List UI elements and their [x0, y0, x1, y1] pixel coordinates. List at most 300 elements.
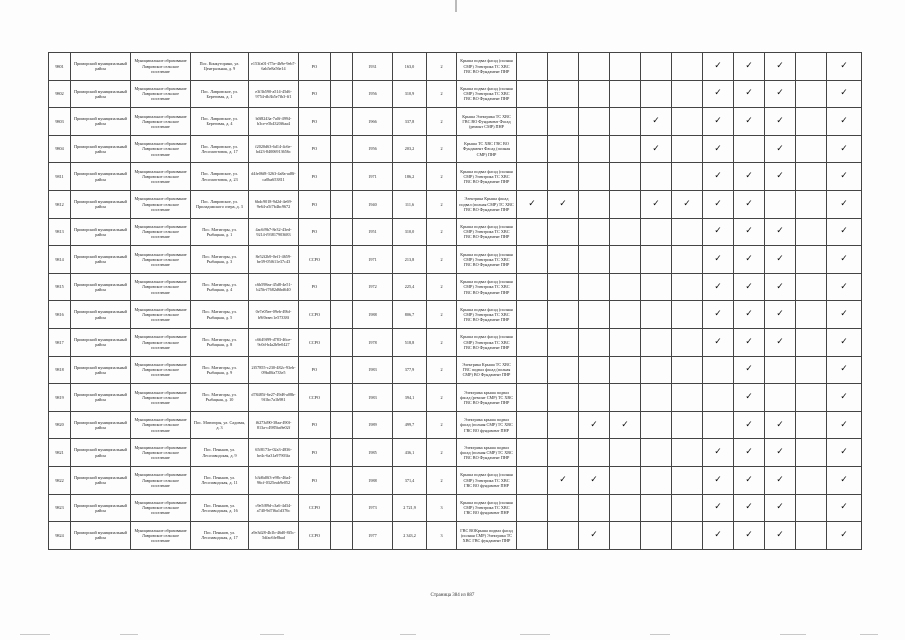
check-cell [796, 246, 827, 274]
municipality-cell: Муниципальное образование Лавровское сельское поселение [131, 135, 191, 163]
works-cell: Крыша подвал фасад (полная СМР) Электрика ТС ХВС ГВС ВО фундамент ПНР [457, 494, 517, 522]
check-cell [827, 411, 862, 439]
check-cell [827, 190, 862, 218]
year-cell: 1988 [353, 466, 393, 494]
scan-edge-mark [455, 0, 457, 12]
checkmark-icon: ✓ [714, 226, 722, 237]
fias-code-cell: 0e7e05ee-09eb-49bf-b9f0eaec1e57338f [249, 301, 299, 329]
type-cell: РО [299, 273, 331, 301]
check-cell [796, 328, 827, 356]
checkmark-icon: ✓ [745, 474, 753, 485]
check-cell [641, 384, 672, 412]
checkmark-icon: ✓ [840, 253, 848, 264]
checkmark-icon: ✓ [714, 198, 722, 209]
type-cell: РО [299, 466, 331, 494]
address-cell: Пос. Лавровское, ул. Береговая, д. 1 [191, 80, 249, 108]
check-cell [548, 328, 579, 356]
works-cell: Крыша подвал фасад (полная СМР) Электрика ТС ХВС ГВС ВО Фундамент ПНР [457, 163, 517, 191]
empty-cell [331, 522, 353, 550]
checkmark-icon: ✓ [590, 529, 598, 540]
district-cell: Приморский муниципальный район [71, 356, 131, 384]
check-cell [517, 356, 548, 384]
table-row [49, 411, 862, 439]
fias-code-cell: c9e5f89d-c3a6-4d34-a740-9d7f6a1d376c [249, 494, 299, 522]
register-table [48, 52, 862, 550]
check-cell [734, 246, 765, 274]
check-cell [579, 384, 610, 412]
table-row [49, 80, 862, 108]
check-cell [765, 246, 796, 274]
check-cell [548, 163, 579, 191]
floors-cell: 2 [427, 218, 457, 246]
area-cell: 2 721,9 [393, 494, 427, 522]
check-cell [579, 80, 610, 108]
check-cell [548, 411, 579, 439]
check-cell [579, 356, 610, 384]
checkmark-icon: ✓ [745, 198, 753, 209]
address-cell: Пос. Матигоры, ул. Рыбацкая, д. 9 [191, 356, 249, 384]
district-cell: Приморский муниципальный район [71, 135, 131, 163]
check-cell [827, 384, 862, 412]
page-footer: Страница 384 из 887 [430, 593, 475, 598]
year-cell: 1940 [353, 190, 393, 218]
address-cell: Пос. Матигоры, ул. Рыбацкая, д. 4 [191, 273, 249, 301]
check-cell [641, 411, 672, 439]
checkmark-icon: ✓ [745, 281, 753, 292]
address-cell: Пос. Лавровское, ул. Лесозаготовок, д. 23 [191, 163, 249, 191]
checkmark-icon: ✓ [776, 529, 784, 540]
table-row [49, 328, 862, 356]
type-cell: ССРО [299, 522, 331, 550]
checkmark-icon: ✓ [745, 336, 753, 347]
check-cell [548, 466, 579, 494]
check-cell [703, 494, 734, 522]
checkmark-icon: ✓ [652, 143, 660, 154]
check-cell [672, 466, 703, 494]
checkmark-icon: ✓ [559, 198, 567, 209]
district-cell: Приморский муниципальный район [71, 328, 131, 356]
check-cell [672, 356, 703, 384]
type-cell: РО [299, 108, 331, 136]
checkmark-icon: ✓ [776, 474, 784, 485]
check-cell [548, 218, 579, 246]
check-cell [579, 494, 610, 522]
municipality-cell: Муниципальное образование Лавровское сельское поселение [131, 301, 191, 329]
check-cell [703, 53, 734, 81]
empty-cell [331, 218, 353, 246]
checkmark-icon: ✓ [745, 60, 753, 71]
check-cell [641, 246, 672, 274]
check-cell [672, 108, 703, 136]
empty-cell [331, 273, 353, 301]
check-cell [765, 301, 796, 329]
works-cell: Крыша подвал фасад (полная СМР) Электрика ТС ХВС ГВС ВО Фундамент ПНР [457, 273, 517, 301]
check-cell [641, 80, 672, 108]
check-cell [765, 328, 796, 356]
checkmark-icon: ✓ [683, 198, 691, 209]
check-cell [579, 246, 610, 274]
check-cell [672, 218, 703, 246]
check-cell [796, 522, 827, 550]
checkmark-icon: ✓ [840, 226, 848, 237]
check-cell [672, 190, 703, 218]
municipality-cell: Муниципальное образование Лавровское сельское поселение [131, 246, 191, 274]
fias-code-cell: b3d6d0f3-e98c-46a4-96cf-0325eab9e052 [249, 466, 299, 494]
type-cell: РО [299, 190, 331, 218]
check-cell [610, 494, 641, 522]
row-id: 9815 [49, 273, 71, 301]
checkmark-icon: ✓ [776, 115, 784, 126]
check-cell [672, 439, 703, 467]
check-cell [517, 411, 548, 439]
district-cell: Приморский муниципальный район [71, 411, 131, 439]
row-id: 9819 [49, 384, 71, 412]
checkmark-icon: ✓ [652, 115, 660, 126]
checkmark-icon: ✓ [528, 198, 536, 209]
area-cell: 186,2 [393, 163, 427, 191]
check-cell [703, 163, 734, 191]
check-cell [672, 522, 703, 550]
area-cell: 2 343,2 [393, 522, 427, 550]
row-id: 9820 [49, 411, 71, 439]
check-cell [517, 108, 548, 136]
address-cell: Пос. Пеньков, ул. Лесозаводская, д. 9 [191, 439, 249, 467]
check-cell [796, 53, 827, 81]
checkmark-icon: ✓ [840, 281, 848, 292]
fias-code-cell: b0f8243a-7a0f-4994-b3ce-e5b4320f6aa4 [249, 108, 299, 136]
check-cell [796, 163, 827, 191]
municipality-cell: Муниципальное образование Лавровское сельское поселение [131, 108, 191, 136]
address-cell: Пос. Пеньков, ул. Лесозаводская, д. 17 [191, 522, 249, 550]
checkmark-icon: ✓ [621, 419, 629, 430]
works-cell: Крыша подвал фасад (полная СМР) Электрика ТС ХВС ГВС ВО Фундамент ПНР [457, 246, 517, 274]
check-cell [827, 108, 862, 136]
checkmark-icon: ✓ [840, 529, 848, 540]
floors-cell: 2 [427, 466, 457, 494]
checkmark-icon: ✓ [714, 309, 722, 320]
check-cell [765, 494, 796, 522]
fias-code-cell: 65f8173e-02a3-4836-be4c-6a31a97903fa [249, 439, 299, 467]
check-cell [703, 273, 734, 301]
district-cell: Приморский муниципальный район [71, 301, 131, 329]
floors-cell: 2 [427, 301, 457, 329]
district-cell: Приморский муниципальный район [71, 80, 131, 108]
check-cell [548, 53, 579, 81]
row-id: 9824 [49, 522, 71, 550]
check-cell [579, 522, 610, 550]
check-cell [765, 411, 796, 439]
floors-cell: 2 [427, 80, 457, 108]
year-cell: 1989 [353, 411, 393, 439]
check-cell [827, 246, 862, 274]
checkmark-icon: ✓ [776, 419, 784, 430]
check-cell [672, 246, 703, 274]
checkmark-icon: ✓ [840, 115, 848, 126]
check-cell [672, 53, 703, 81]
check-cell [517, 301, 548, 329]
check-cell [827, 80, 862, 108]
district-cell: Приморский муниципальный район [71, 384, 131, 412]
check-cell [579, 108, 610, 136]
check-cell [796, 494, 827, 522]
check-cell [548, 439, 579, 467]
area-cell: 499,7 [393, 411, 427, 439]
check-cell [610, 163, 641, 191]
area-cell: 806,7 [393, 301, 427, 329]
check-cell [703, 218, 734, 246]
check-cell [765, 80, 796, 108]
check-cell [672, 135, 703, 163]
scan-artifact [860, 634, 878, 635]
check-cell [734, 522, 765, 550]
check-cell [703, 301, 734, 329]
empty-cell [331, 411, 353, 439]
check-cell [765, 53, 796, 81]
empty-cell [331, 53, 353, 81]
floors-cell: 2 [427, 190, 457, 218]
check-cell [610, 466, 641, 494]
scan-artifact [780, 634, 806, 635]
check-cell [517, 53, 548, 81]
row-id: 9803 [49, 108, 71, 136]
works-cell: Крыша Электрика ТС ХВС ГВС ВО Фундамент Фасад (ремонт СМР) ПНР [457, 108, 517, 136]
type-cell: ССРО [299, 246, 331, 274]
checkmark-icon: ✓ [714, 60, 722, 71]
check-cell [672, 411, 703, 439]
check-cell [610, 273, 641, 301]
check-cell [734, 163, 765, 191]
year-cell: 1956 [353, 135, 393, 163]
check-cell [548, 246, 579, 274]
check-cell [734, 80, 765, 108]
row-id: 9823 [49, 494, 71, 522]
table-row [49, 108, 862, 136]
check-cell [610, 411, 641, 439]
check-cell [672, 80, 703, 108]
check-cell [734, 218, 765, 246]
table-row [49, 246, 862, 274]
check-cell [548, 273, 579, 301]
check-cell [796, 190, 827, 218]
check-cell [734, 135, 765, 163]
check-cell [610, 135, 641, 163]
municipality-cell: Муниципальное образование Лавровское сельское поселение [131, 190, 191, 218]
row-id: 9801 [49, 53, 71, 81]
check-cell [641, 301, 672, 329]
fias-code-cell: a9e3d28-4b1b-46d0-8f5c-5dfac6fe8bad [249, 522, 299, 550]
works-cell: Электрика Крыша фасад подвал (полная СМР) ТС ХВС ГВС ВО Фундамент ПНР [457, 190, 517, 218]
municipality-cell: Муниципальное образование Лавровское сельское поселение [131, 356, 191, 384]
area-cell: 377,9 [393, 356, 427, 384]
year-cell: 1956 [353, 80, 393, 108]
check-cell [734, 494, 765, 522]
checkmark-icon: ✓ [714, 115, 722, 126]
table-row [49, 273, 862, 301]
table-row [49, 466, 862, 494]
check-cell [796, 273, 827, 301]
scan-artifact [260, 634, 284, 635]
municipality-cell: Муниципальное образование Лавровское сельское поселение [131, 466, 191, 494]
check-cell [579, 411, 610, 439]
check-cell [827, 273, 862, 301]
row-id: 9813 [49, 218, 71, 246]
empty-cell [331, 494, 353, 522]
area-cell: 518,8 [393, 328, 427, 356]
works-cell: Крыша подвал фасад (полная СМР) Электрика ТС ХВС ГВС ВО фундамент ПНР [457, 466, 517, 494]
check-cell [610, 439, 641, 467]
scan-artifact [20, 634, 50, 635]
works-cell: Крыша подвал фасад (полная СМР) Электрика ТС ХВС ГВС ВО Фундамент ПНР [457, 218, 517, 246]
checkmark-icon: ✓ [840, 171, 848, 182]
empty-cell [331, 301, 353, 329]
type-cell: РО [299, 411, 331, 439]
check-cell [796, 466, 827, 494]
check-cell [641, 522, 672, 550]
check-cell [765, 135, 796, 163]
area-cell: 371,4 [393, 466, 427, 494]
district-cell: Приморский муниципальный район [71, 163, 131, 191]
address-cell: Пос. Лавровское, ул. Береговая, д. 4 [191, 108, 249, 136]
floors-cell: 3 [427, 522, 457, 550]
row-id: 9821 [49, 439, 71, 467]
checkmark-icon: ✓ [745, 171, 753, 182]
fias-code-cell: 2f57855-c230-482c-93eb-09bd0fa733e5 [249, 356, 299, 384]
checkmark-icon: ✓ [745, 529, 753, 540]
row-id: 9814 [49, 246, 71, 274]
check-cell [796, 439, 827, 467]
check-cell [548, 190, 579, 218]
check-cell [517, 328, 548, 356]
checkmark-icon: ✓ [745, 391, 753, 402]
table-row [49, 190, 862, 218]
check-cell [579, 218, 610, 246]
check-cell [827, 356, 862, 384]
checkmark-icon: ✓ [714, 474, 722, 485]
area-cell: 163,0 [393, 53, 427, 81]
check-cell [548, 384, 579, 412]
check-cell [703, 466, 734, 494]
checkmark-icon: ✓ [840, 474, 848, 485]
checkmark-icon: ✓ [840, 309, 848, 320]
check-cell [641, 218, 672, 246]
floors-cell: 2 [427, 384, 457, 412]
row-id: 9818 [49, 356, 71, 384]
floors-cell: 2 [427, 411, 457, 439]
check-cell [641, 273, 672, 301]
municipality-cell: Муниципальное образование Лавровское сельское поселение [131, 439, 191, 467]
area-cell: 111,6 [393, 190, 427, 218]
check-cell [765, 218, 796, 246]
floors-cell: 2 [427, 273, 457, 301]
district-cell: Приморский муниципальный район [71, 108, 131, 136]
type-cell: ССРО [299, 384, 331, 412]
checkmark-icon: ✓ [714, 336, 722, 347]
empty-cell [331, 190, 353, 218]
type-cell: ССРО [299, 328, 331, 356]
empty-cell [331, 80, 353, 108]
check-cell [517, 218, 548, 246]
address-cell: Пос. Матигоры, ул. Рыбацкая, д. 1 [191, 218, 249, 246]
area-cell: 213,8 [393, 246, 427, 274]
area-cell: 225,4 [393, 273, 427, 301]
check-cell [827, 328, 862, 356]
check-cell [641, 163, 672, 191]
check-cell [517, 190, 548, 218]
check-cell [734, 53, 765, 81]
check-cell [765, 273, 796, 301]
check-cell [703, 190, 734, 218]
check-cell [548, 356, 579, 384]
check-cell [703, 80, 734, 108]
check-cell [548, 80, 579, 108]
year-cell: 1985 [353, 439, 393, 467]
checkmark-icon: ✓ [776, 253, 784, 264]
checkmark-icon: ✓ [840, 143, 848, 154]
fias-code-cell: f2020d63-6d14-4c6e-bd23-84006913656c [249, 135, 299, 163]
district-cell: Приморский муниципальный район [71, 522, 131, 550]
check-cell [579, 163, 610, 191]
municipality-cell: Муниципальное образование Лавровское сельское поселение [131, 328, 191, 356]
check-cell [672, 301, 703, 329]
check-cell [641, 135, 672, 163]
checkmark-icon: ✓ [714, 253, 722, 264]
check-cell [610, 328, 641, 356]
checkmark-icon: ✓ [776, 281, 784, 292]
check-cell [579, 273, 610, 301]
check-cell [610, 384, 641, 412]
address-cell: Пос. Матигоры, ул. Рыбацкая, д. 3 [191, 246, 249, 274]
empty-cell [331, 135, 353, 163]
check-cell [827, 466, 862, 494]
municipality-cell: Муниципальное образование Лавровское сельское поселение [131, 80, 191, 108]
row-id: 9802 [49, 80, 71, 108]
check-cell [796, 384, 827, 412]
checkmark-icon: ✓ [559, 474, 567, 485]
area-cell: 310,9 [393, 80, 427, 108]
check-cell [796, 218, 827, 246]
check-cell [734, 356, 765, 384]
check-cell [703, 328, 734, 356]
check-cell [579, 439, 610, 467]
municipality-cell: Муниципальное образование Лавровское сельское поселение [131, 522, 191, 550]
row-id: 9817 [49, 328, 71, 356]
check-cell [579, 190, 610, 218]
empty-cell [331, 384, 353, 412]
address-cell: Пос. Матигоры, ул. Рыбацкая, д. 10 [191, 384, 249, 412]
district-cell: Приморский муниципальный район [71, 190, 131, 218]
year-cell: 1983 [353, 384, 393, 412]
type-cell: РО [299, 135, 331, 163]
fias-code-cell: 4ac6f9b7-8e32-43ed-9214-f93817903683 [249, 218, 299, 246]
works-cell: Электрика Крыша ТС ХВС ГВС подвал фасад (полная СМР) ВО Фундамент ПНР [457, 356, 517, 384]
scan-artifact [120, 634, 138, 635]
checkmark-icon: ✓ [840, 447, 848, 458]
checkmark-icon: ✓ [714, 281, 722, 292]
address-cell: Пос. Конкуторино, ул. Центральная, д. 9 [191, 53, 249, 81]
scan-artifact [400, 634, 416, 635]
fias-code-cell: d4fe06f8-3263-4a8a-ad8f-ca0ba653811 [249, 163, 299, 191]
checkmark-icon: ✓ [745, 447, 753, 458]
empty-cell [331, 439, 353, 467]
checkmark-icon: ✓ [840, 364, 848, 375]
municipality-cell: Муниципальное образование Лавровское сельское поселение [131, 218, 191, 246]
check-cell [765, 439, 796, 467]
check-cell [517, 384, 548, 412]
table-row [49, 135, 862, 163]
checkmark-icon: ✓ [776, 309, 784, 320]
district-cell: Приморский муниципальный район [71, 439, 131, 467]
year-cell: 1966 [353, 108, 393, 136]
